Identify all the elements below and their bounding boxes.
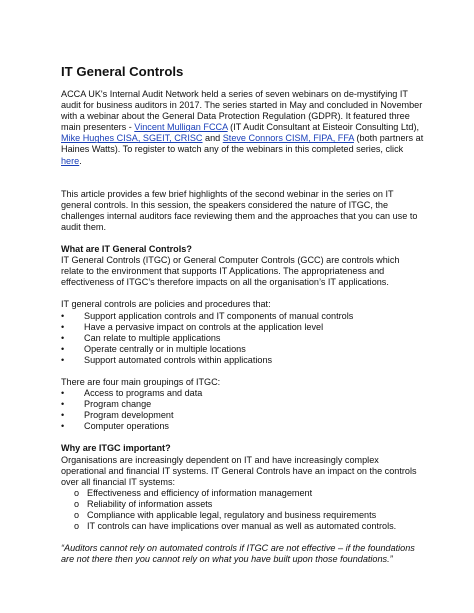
bullet-icon: •	[61, 332, 65, 343]
mike-hughes-link[interactable]: Mike Hughes CISA, SGEIT, CRISC	[61, 133, 203, 144]
list-item: • Program change	[61, 399, 152, 410]
intro-text-3: and	[202, 133, 223, 144]
steve-connors-link[interactable]: Steve Connors CISM, FIPA, FFA	[222, 133, 354, 144]
bullet-icon: •	[61, 343, 65, 354]
intro-text-2: (IT Audit Consultant at Eisteoir Consulting Ltd),	[227, 122, 420, 133]
vincent-mulligan-link[interactable]: Vincent Mulligan FCCA	[134, 122, 228, 133]
list-item: o IT controls can have implications over manual as well as automated controls.	[74, 521, 397, 532]
what-heading: What are IT General Controls?	[61, 244, 192, 255]
list-item: o Reliability of information assets	[74, 498, 213, 509]
list-item: • Have a pervasive impact on controls at the application level	[61, 321, 324, 332]
auditors-quote: “Auditors cannot rely on automated controls if ITGC are not effective – if the foundations are not there then you cannot rely on what you have built upon those foundations.”	[61, 543, 415, 565]
circle-bullet-icon: o	[74, 521, 80, 532]
bullet-icon: •	[61, 310, 65, 321]
list-item: • Program development	[61, 410, 174, 421]
bullet-icon: •	[61, 354, 65, 365]
bullet-icon: •	[61, 321, 65, 332]
intro-text-4: (both partners at Haines Watts). To register to watch any of the webinars in this completed series, click	[61, 133, 424, 155]
circle-bullet-icon: o	[74, 510, 80, 520]
list-item: • Operate centrally or in multiple locations	[61, 343, 246, 354]
bullet-icon: •	[61, 421, 65, 432]
circle-bullet-icon: o	[74, 498, 80, 509]
article-paragraph: This article provides a few brief highlights of the second webinar in the series on IT general controls. In this session, the speakers considered the nature of ITGC, the challenges internal auditors face reviewing them and the approaches that you can use to audit them.	[61, 188, 418, 232]
list-item: • Computer operations	[61, 421, 169, 432]
what-paragraph: IT General Controls (ITGC) or General Computer Controls (GCC) are controls which relate to the environment that supports IT Applications. The appropriateness and effectiveness of ITGC’s therefore impacts on all the organisation’s IT applications.	[61, 255, 400, 288]
list-item: • Support application controls and IT components of manual controls	[61, 310, 354, 321]
list-item: • Support automated controls within applications	[61, 354, 273, 365]
policies-list	[61, 311, 424, 366]
circle-bullet-icon: o	[74, 487, 80, 498]
bullet-icon: •	[61, 410, 65, 421]
groupings-intro: There are four main groupings of ITGC:	[61, 376, 221, 387]
impacts-list	[61, 488, 424, 532]
why-paragraph: Organisations are increasingly dependent on IT and have increasingly complex operational and financial IT systems. IT General Controls have an impact on the controls over all financial IT systems:	[61, 454, 417, 487]
list-item: • Access to programs and data	[61, 388, 203, 399]
why-heading: Why are ITGC important?	[61, 443, 171, 454]
bullet-icon: •	[61, 399, 65, 410]
intro-text-1: ACCA UK's Internal Audit Network held a series of seven webinars on de-mystifying IT audit for business auditors in 2017. The series started in May and concluded in November with a webinar about the General Data Protection Regulation (GDPR). It featured three main presenters -	[61, 89, 423, 133]
bullet-icon: •	[61, 388, 65, 399]
intro-paragraph	[61, 89, 424, 167]
list-item: • Can relate to multiple applications	[61, 332, 221, 343]
intro-text-5: .	[79, 155, 82, 166]
list-item: o Effectiveness and efficiency of information management	[74, 487, 313, 498]
register-here-link[interactable]: here	[61, 155, 80, 166]
policies-intro: IT general controls are policies and procedures that:	[61, 299, 271, 310]
groupings-list	[61, 388, 424, 432]
list-item: o Compliance with applicable legal, regulatory and business requirements	[74, 510, 377, 520]
page-title: IT General Controls	[61, 64, 184, 79]
